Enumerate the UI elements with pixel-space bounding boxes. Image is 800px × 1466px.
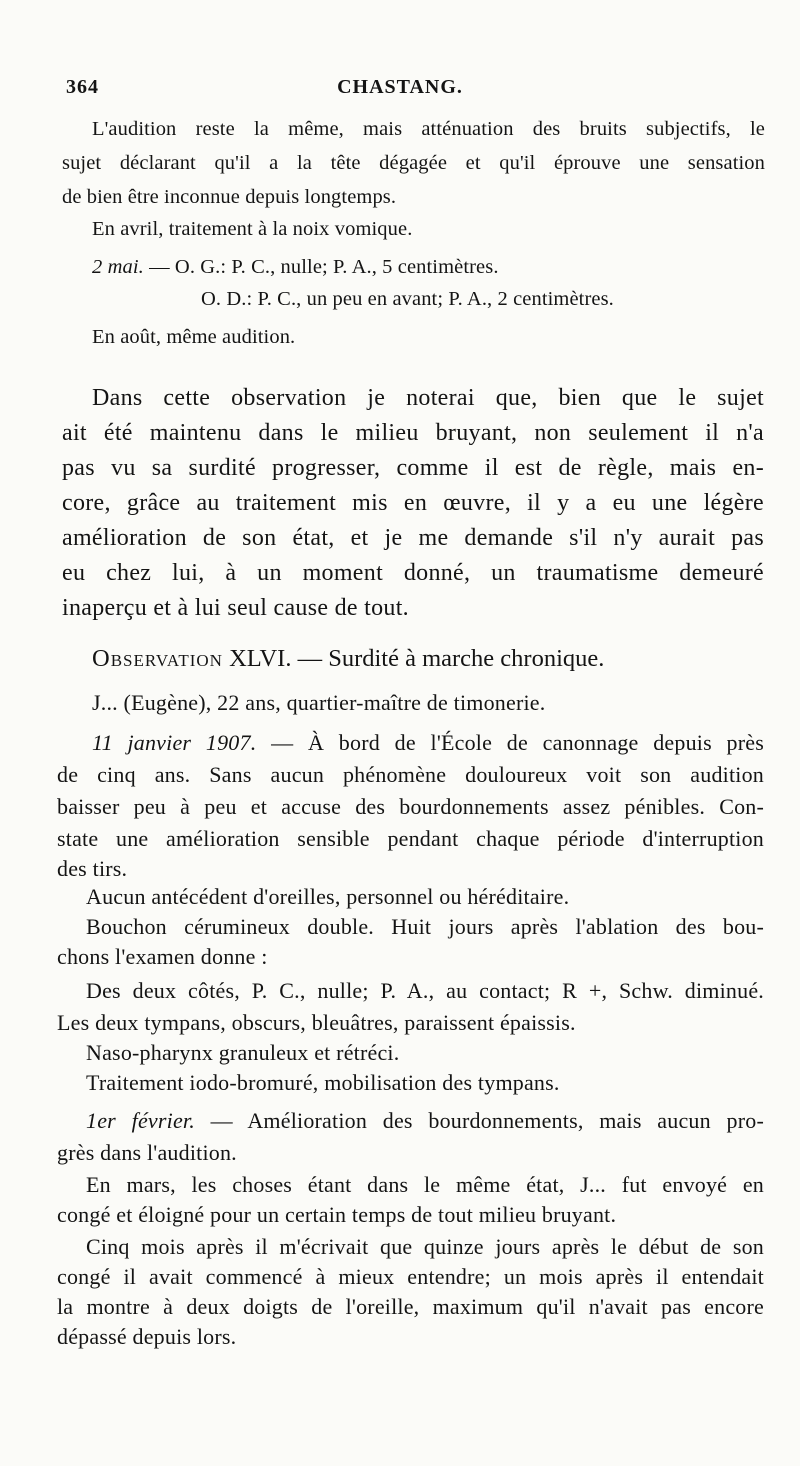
text-line: En mars, les choses étant dans le même état, J... fut envoyé en: [86, 1172, 764, 1197]
text-line: L'audition reste la même, mais atténuation des bruits subjectifs, le: [92, 118, 765, 140]
text-line: baisser peu à peu et accuse des bourdonnements assez pénibles. Con-: [57, 794, 764, 819]
text-line: core, grâce au traitement mis en œuvre, il y a eu une légère: [62, 490, 764, 516]
text-line-rest: — À bord de l'École de canonnage depuis près: [256, 730, 764, 755]
text-line: En août, même audition.: [92, 326, 296, 348]
text-line: congé il avait commencé à mieux entendre; un mois après il entendait: [57, 1264, 764, 1289]
text-line: Les deux tympans, obscurs, bleuâtres, paraissent épaissis.: [57, 1010, 576, 1035]
text-line: Aucun antécédent d'oreilles, personnel ou héréditaire.: [86, 884, 570, 909]
text-line: sujet déclarant qu'il a la tête dégagée et qu'il éprouve une sensation: [62, 152, 765, 174]
date-label: 1er février.: [86, 1108, 195, 1133]
text-line: Dans cette observation je noterai que, bien que le sujet: [92, 385, 764, 411]
page-header: [0, 72, 800, 102]
date-label: 2 mai.: [92, 256, 144, 278]
text-line: amélioration de son état, et je me demande s'il n'y aurait pas: [62, 525, 764, 551]
text-line: inaperçu et à lui seul cause de tout.: [62, 595, 409, 621]
text-line: Cinq mois après il m'écrivait que quinze jours après le début de son: [86, 1234, 764, 1259]
observation-heading: [92, 645, 800, 673]
text-line: J... (Eugène), 22 ans, quartier-maître de timonerie.: [92, 690, 546, 715]
text-line: En avril, traitement à la noix vomique.: [92, 218, 413, 240]
text-line: [92, 730, 764, 756]
text-line: Naso-pharynx granuleux et rétréci.: [86, 1040, 400, 1065]
text-line: [86, 1108, 764, 1134]
text-line: Des deux côtés, P. C., nulle; P. A., au contact; R +, Schw. diminué.: [86, 978, 764, 1003]
text-line: Bouchon cérumineux double. Huit jours après l'ablation des bou-: [86, 914, 764, 939]
text-line: ait été maintenu dans le milieu bruyant, non seulement il n'a: [62, 420, 764, 446]
observation-label: Observation: [92, 645, 223, 672]
text-line: eu chez lui, à un moment donné, un traumatisme demeuré: [62, 560, 764, 586]
running-title: CHASTANG.: [337, 76, 463, 98]
text-line: Traitement iodo-bromuré, mobilisation des tympans.: [86, 1070, 560, 1095]
text-line: grès dans l'audition.: [57, 1140, 237, 1165]
text-line: [92, 256, 800, 279]
text-line: chons l'examen donne :: [57, 944, 268, 969]
text-line: O. D.: P. C., un peu en avant; P. A., 2 centimètres.: [201, 288, 614, 310]
text-line-rest: — Amélioration des bourdonnements, mais aucun pro-: [194, 1108, 764, 1133]
text-line: state une amélioration sensible pendant chaque période d'interruption: [57, 826, 764, 851]
text-line: la montre à deux doigts de l'oreille, maximum qu'il n'avait pas encore: [57, 1294, 764, 1319]
text-line: dépassé depuis lors.: [57, 1324, 237, 1349]
text-line: de bien être inconnue depuis longtemps.: [62, 186, 397, 208]
date-label: 11 janvier 1907.: [92, 730, 257, 755]
text-line: des tirs.: [57, 856, 128, 881]
text-line: de cinq ans. Sans aucun phénomène douloureux voit son audition: [57, 762, 764, 787]
observation-title: XLVI. — Surdité à marche chronique.: [222, 645, 605, 672]
text-line: pas vu sa surdité progresser, comme il est de règle, mais en-: [62, 455, 764, 481]
text-line: congé et éloigné pour un certain temps de tout milieu bruyant.: [57, 1202, 617, 1227]
page-number: 364: [66, 76, 99, 98]
text-line-rest: — O. G.: P. C., nulle; P. A., 5 centimètres.: [143, 256, 499, 278]
